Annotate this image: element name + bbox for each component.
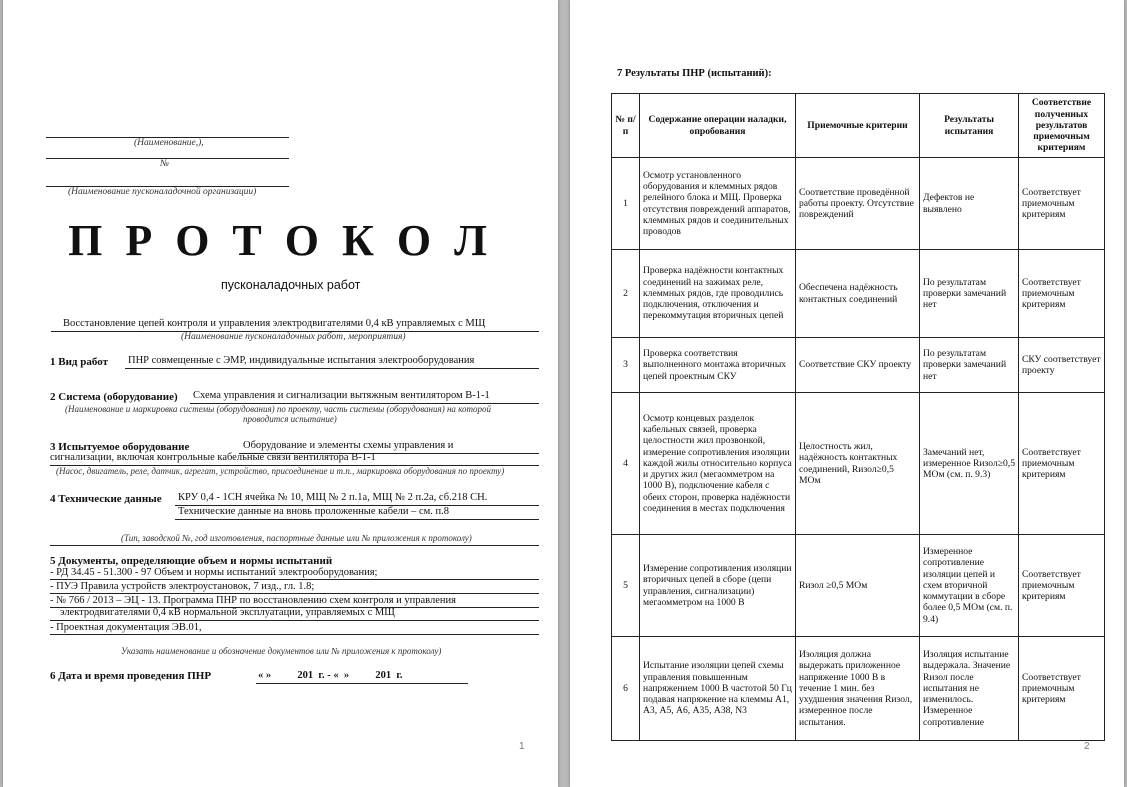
section-5-caption: Указать наименование и обозначение документов или № приложения к протоколу) (121, 646, 442, 656)
document-page-2 (570, 0, 1124, 787)
section-3-caption: (Насос, двигатель, реле, датчик, агрегат, устройство, присоединение и т.п., маркировка оборудования по проекту) (56, 466, 505, 476)
section-1-line (125, 368, 539, 369)
caption-number: № (160, 159, 169, 169)
section-4-value-1: КРУ 0,4 - 1СН ячейка № 10, МЩ № 2 п.1а, МЩ № 2 п.2а, сб.218 СН. (178, 492, 488, 503)
results-heading: 7 Результаты ПНР (испытаний): (617, 68, 772, 79)
result-cell: Измеренное сопротивление изоляции цепей и схем вторичной коммутации в сборе более 0,5 МОм (см. п. 9.4) (920, 535, 1019, 637)
caption-organization: (Наименование пусконаладочной организации) (68, 187, 257, 197)
row-number: 1 (612, 158, 640, 250)
section-5-label: 5 Документы, определяющие объем и нормы испытаний (50, 555, 333, 567)
page-number: 2 (1084, 741, 1090, 752)
section-2-caption-1: (Наименование и маркировка системы (оборудования) по проекту, часть системы (оборудования) на которой (65, 404, 492, 414)
section-4-line-2 (175, 519, 539, 520)
table-row (612, 535, 1105, 637)
criteria-cell: Соответствие проведённой работы проекту. Отсутствие повреждений (796, 158, 920, 250)
row-number: 6 (612, 637, 640, 741)
table-row (612, 250, 1105, 338)
section-5-item: - РД 34.45 - 51.300 - 97 Объем и нормы испытаний электрооборудования; (50, 567, 378, 578)
section-3-value-2: сигнализации, включая контрольные кабельные связи вентилятора В-1-1 (50, 452, 376, 463)
results-table (611, 93, 1105, 741)
compliance-cell: Соответствует приемочным критериям (1019, 535, 1105, 637)
section-5-item: - № 766 / 2013 – ЭЦ - 13. Программа ПНР по восстановлению схем контроля и управления (50, 595, 456, 606)
section-5-item: - ПУЭ Правила устройств электроустановок, 7 изд., гл. 1.8; (50, 581, 315, 592)
operation-cell: Проверка соответствия выполненного монтажа вторичных цепей проектным СКУ (640, 338, 796, 393)
column-header-criteria: Приемочные критерии (796, 94, 920, 158)
result-cell: Изоляция испытание выдержала. Значение Rизол после испытания не изменилось. Измеренное сопротивление (920, 637, 1019, 741)
criteria-cell: Целостность жил, надёжность контактных соединений, Rизол≥0,5 МОм (796, 393, 920, 535)
column-header-results: Результаты испытания (920, 94, 1019, 158)
table-row (612, 338, 1105, 393)
column-header-number: № п/п (612, 94, 640, 158)
section-5-line (50, 634, 539, 635)
section-1-label: 1 Вид работ (50, 356, 108, 368)
section-5-item: электродвигателями 0,4 кВ нормальной эксплуатации, управляемых с МЩ (60, 607, 395, 618)
compliance-cell: Соответствует приемочным критериям (1019, 637, 1105, 741)
row-number: 2 (612, 250, 640, 338)
section-3-value-1: Оборудование и элементы схемы управления и (243, 440, 454, 451)
section-4-value-2: Технические данные на вновь проложенные кабели – см. п.8 (178, 506, 450, 517)
column-header-compliance: Соответствие полученных результатов приемочным критериям (1019, 94, 1105, 158)
result-cell: Замечаний нет, измеренное Rизол≥0,5 МОм (см. п. 9.3) (920, 393, 1019, 535)
result-cell: По результатам проверки замечаний нет (920, 338, 1019, 393)
table-row (612, 393, 1105, 535)
operation-cell: Измерение сопротивления изоляции вторичных цепей в сборе (цепи управления, сигнализации) мегаомметром на 1000 В (640, 535, 796, 637)
protocol-title: П Р О Т О К О Л (68, 216, 493, 265)
section-4-label: 4 Технические данные (50, 493, 162, 505)
section-2-label: 2 Система (оборудование) (50, 391, 178, 403)
section-4-line-3 (50, 545, 539, 546)
compliance-cell: Соответствует приемочным критериям (1019, 158, 1105, 250)
section-2-value: Схема управления и сигнализации вытяжным вентилятором В-1-1 (193, 390, 490, 401)
section-6-label: 6 Дата и время проведения ПНР (50, 670, 212, 682)
section-6-value: « » 201 г. - « » 201 г. (258, 670, 403, 681)
criteria-cell: Rизол ≥0,5 МОм (796, 535, 920, 637)
compliance-cell: Соответствует приемочным критериям (1019, 250, 1105, 338)
section-6-line (256, 683, 468, 684)
document-page-1 (3, 0, 558, 787)
work-caption: (Наименование пусконаладочных работ, мероприятия) (181, 332, 406, 342)
operation-cell: Проверка надёжности контактных соединений на зажимах реле, клеммных рядов, где проводились подключения, отключения и перекоммутация вторичных цепей (640, 250, 796, 338)
protocol-subtitle: пусконаладочных работ (221, 278, 361, 292)
section-5-line (50, 620, 539, 621)
result-cell: Дефектов не выявлено (920, 158, 1019, 250)
compliance-cell: Соответствует приемочным критериям (1019, 393, 1105, 535)
section-5-line (50, 579, 539, 580)
section-3-label: 3 Испытуемое оборудование (50, 441, 190, 453)
criteria-cell: Изоляция должна выдержать приложенное напряжение 1000 В в течение 1 мин. без ухудшения значения Rизол, измеренное после испытания. (796, 637, 920, 741)
result-cell: По результатам проверки замечаний нет (920, 250, 1019, 338)
row-number: 4 (612, 393, 640, 535)
operation-cell: Испытание изоляции цепей схемы управления повышенным напряжением 1000 В частотой 50 Гц подавая напряжение на клеммы А1, А3, А5, А6, А35, А38, N3 (640, 637, 796, 741)
caption-name: (Наименование,), (134, 138, 204, 148)
operation-cell: Осмотр установленного оборудования и клеммных рядов релейного блока и МЩ. Проверка отсутствия повреждений аппаратов, клеммных рядов и соединительных проводов (640, 158, 796, 250)
section-1-value: ПНР совмещенные с ЭМР, индивидуальные испытания электрооборудования (128, 355, 475, 366)
criteria-cell: Обеспечена надёжность контактных соединений (796, 250, 920, 338)
row-number: 3 (612, 338, 640, 393)
page-number: 1 (519, 741, 525, 752)
section-4-caption: (Тип, заводской №, год изготовления, паспортные данные или № приложения к протоколу) (121, 533, 472, 543)
table-header-row (612, 94, 1105, 158)
table-row (612, 637, 1105, 741)
work-name: Восстановление цепей контроля и управления электродвигателями 0,4 кВ управляемых с МЩ (63, 318, 486, 329)
operation-cell: Осмотр концевых разделок кабельных связей, проверка целостности жил прозвонкой, измерение сопротивления изоляции каждой жилы относительно корпуса и других жил (мегаомметром на 1000 В), подключение кабеля с обеих сторон, проверка надёжности соединения в местах подключения (640, 393, 796, 535)
criteria-cell: Соответствие СКУ проекту (796, 338, 920, 393)
column-header-operation: Содержание операции наладки, опробования (640, 94, 796, 158)
section-2-caption-2: проводится испытание) (243, 414, 337, 424)
table-row (612, 158, 1105, 250)
compliance-cell: СКУ соответствует проекту (1019, 338, 1105, 393)
section-5-line (50, 593, 539, 594)
row-number: 5 (612, 535, 640, 637)
section-5-item: - Проектная документация ЭВ.01, (50, 622, 202, 633)
